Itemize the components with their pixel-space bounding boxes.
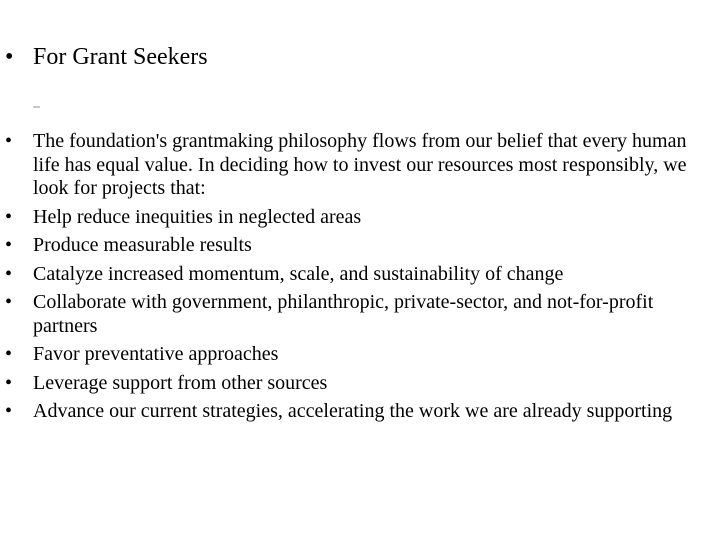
heading-text: For Grant Seekers (33, 44, 208, 70)
decorative-mark (33, 106, 40, 108)
list-item-text: Help reduce inequities in neglected areas (33, 205, 362, 228)
list-item (5, 263, 705, 287)
list-item (5, 291, 705, 338)
list-item-text: Produce measurable results (33, 234, 252, 256)
list-item-text: The foundation's grantmaking philosophy flows from our belief that every human life has equal value. In deciding how to invest our resources most responsibly, we look for projects that: (33, 130, 687, 199)
heading-row (5, 40, 705, 74)
list-item-text: Leverage support from other sources (33, 371, 328, 394)
bullet-list (5, 130, 705, 429)
bullet-icon: • (5, 44, 14, 70)
bullet-icon: • (5, 234, 13, 256)
bullet-icon: • (5, 371, 13, 394)
bullet-icon: • (5, 262, 13, 285)
list-item-text: Collaborate with government, philanthropic, private-sector, and not-for-profit partners (33, 291, 654, 337)
bullet-icon: • (5, 205, 13, 228)
list-item-text: Catalyze increased momentum, scale, and sustainability of change (33, 262, 564, 285)
list-item-text: Advance our current strategies, accelerating the work we are already supporting (33, 400, 673, 422)
list-item-text: Favor preventative approaches (33, 343, 279, 365)
bullet-icon: • (5, 130, 13, 152)
list-item (5, 234, 705, 258)
list-item (5, 400, 705, 424)
list-item (5, 206, 705, 230)
list-item (5, 372, 705, 396)
list-item (5, 343, 705, 367)
bullet-icon: • (5, 291, 13, 313)
bullet-icon: • (5, 400, 13, 422)
list-item (5, 130, 705, 201)
bullet-icon: • (5, 343, 13, 365)
